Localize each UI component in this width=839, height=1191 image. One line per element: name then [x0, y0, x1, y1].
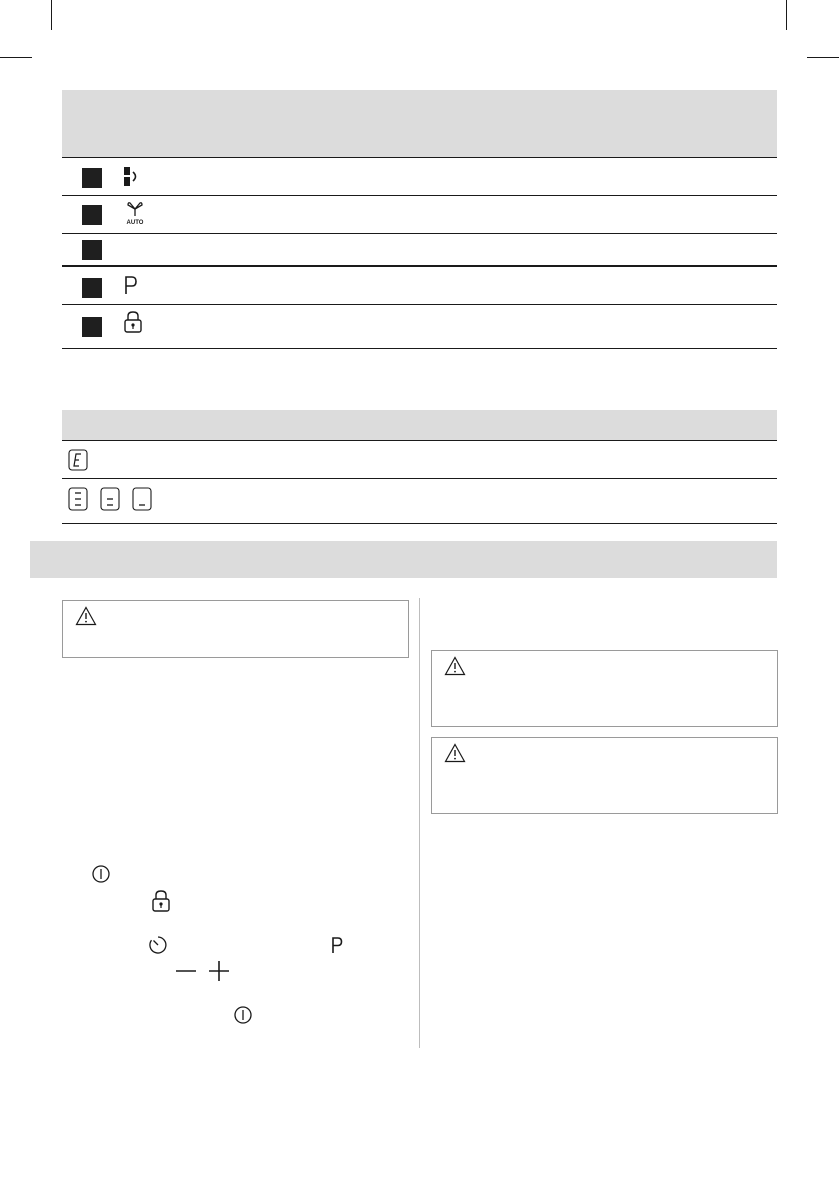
- error-e-icon: [68, 449, 88, 471]
- display-row-error: [62, 441, 777, 479]
- residual-heat-low-icon: [132, 487, 152, 511]
- row-marker-square: [82, 168, 102, 188]
- lock-icon: [122, 310, 144, 334]
- timer-icon: [147, 934, 169, 956]
- warning-box-right-1: [431, 650, 778, 727]
- display-table-header: [62, 410, 777, 441]
- p-icon: [330, 935, 344, 955]
- residual-heat-medium-icon: [100, 487, 120, 511]
- row-marker-square: [82, 205, 102, 225]
- power-icon: [91, 864, 111, 884]
- plus-icon: [208, 960, 230, 982]
- bridge-icon: [122, 166, 142, 188]
- display-row-residual-heat: [62, 479, 777, 524]
- section-heading-bar: [30, 541, 777, 578]
- warning-triangle-icon: [444, 656, 466, 676]
- display-table: [62, 410, 777, 524]
- warning-triangle-icon: [444, 743, 466, 763]
- row-marker-square: [82, 317, 102, 337]
- power-icon: [233, 1005, 253, 1025]
- warning-box-right-2: [431, 737, 778, 814]
- indicator-row-power-boost: [62, 267, 777, 305]
- power-boost-p-icon: [122, 274, 140, 296]
- indicator-row-blank: [62, 234, 777, 267]
- auto-label: AUTO: [126, 220, 144, 226]
- warning-box-left: [62, 600, 409, 658]
- minus-icon: [175, 960, 197, 982]
- indicator-row-lock: [62, 305, 777, 349]
- indicator-row-fan-auto: [62, 196, 777, 234]
- indicator-row-bridge: [62, 158, 777, 196]
- indicator-table-header: [62, 90, 777, 158]
- warning-triangle-icon: [75, 606, 97, 626]
- fan-auto-icon: [122, 200, 148, 226]
- column-divider: [419, 598, 420, 1048]
- row-marker-square: [82, 278, 102, 298]
- row-marker-square: [82, 240, 102, 260]
- residual-heat-high-icon: [68, 487, 88, 511]
- lock-icon: [150, 889, 172, 913]
- indicator-table: [62, 90, 777, 349]
